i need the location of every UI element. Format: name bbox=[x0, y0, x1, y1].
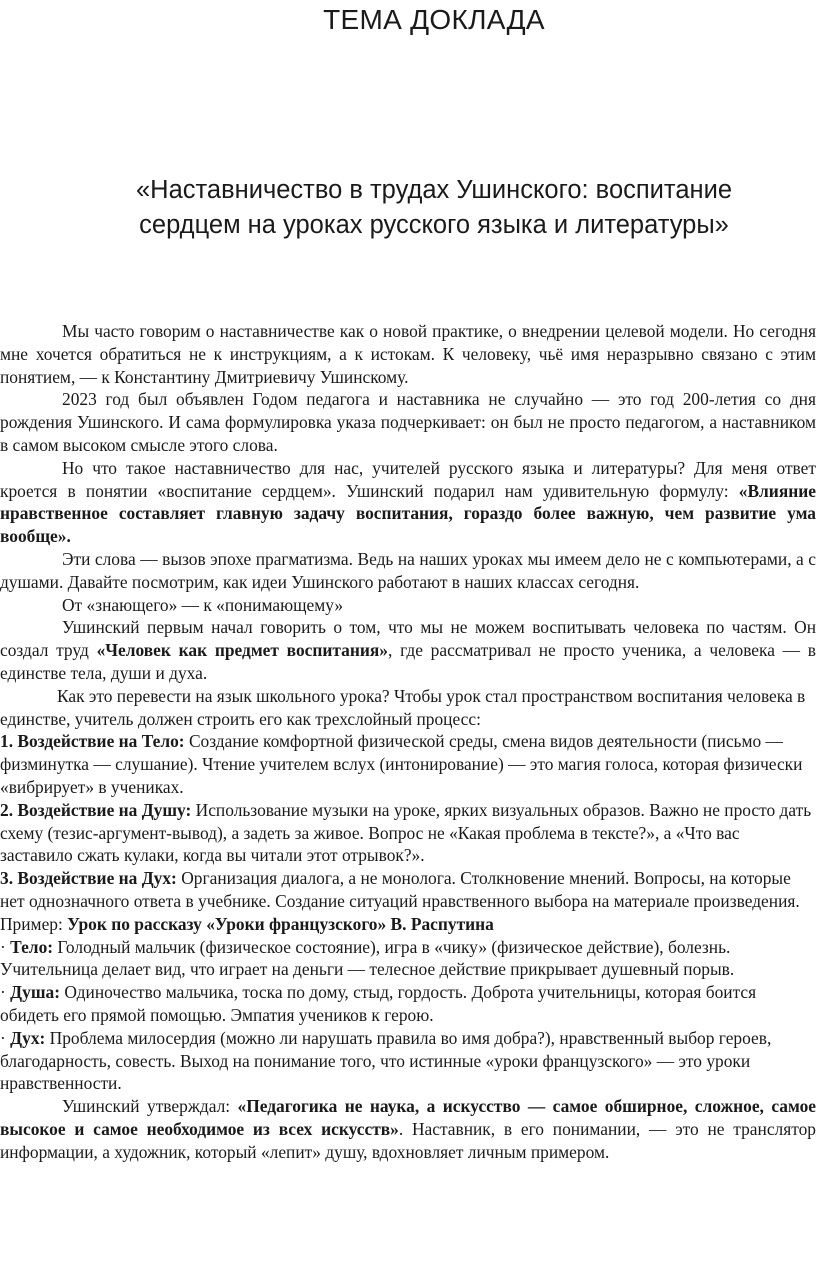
list-item-spirit bbox=[0, 867, 816, 913]
paragraph-intro: Мы часто говорим о наставничестве как о новой практике, о внедрении целевой модели. Но сегодня мне хочется обратиться не к инструкциям, а к истокам. К человеку, чьё имя неразрывно связано с этим понятием, — к Константину Дмитриевичу Ушинскому. bbox=[0, 321, 816, 387]
report-body bbox=[0, 320, 816, 1163]
list-item-soul-label: 2. Воздействие на Душу: bbox=[0, 799, 192, 820]
report-title-line-2: сердцем на уроках русского языка и литературы» bbox=[139, 211, 729, 239]
list-item-soul bbox=[0, 799, 816, 867]
bullet-dot-icon: · bbox=[0, 936, 6, 957]
formula-lead-text: Но что такое наставничество для нас, учителей русского языка и литературы? Для меня ответ кроется в понятии «воспитание сердцем». Ушинский подарил нам удивительную формулу: bbox=[0, 457, 816, 501]
bullet-dot-icon: · bbox=[0, 1027, 6, 1048]
paragraph-lesson-layers: Как это перевести на язык школьного урока? Чтобы урок стал пространством воспитания человека в единстве, учитель должен строить его как трехслойный процесс: bbox=[0, 685, 806, 729]
bullet-body-text: Голодный мальчик (физическое состояние), игра в «чику» (физическое действие), болезнь. Учительница делает вид, что играет на деньги — телесное действие прикрывает душевный порыв. bbox=[0, 936, 735, 980]
paragraph-whole-person bbox=[0, 616, 816, 684]
section-subheading: От «знающего» — к «понимающему» bbox=[62, 594, 344, 615]
bullet-soul-label: Душа: bbox=[10, 982, 60, 1003]
work-title: «Человек как предмет воспитания» bbox=[96, 640, 388, 661]
conclusion-text-b: . Наставник, в его понимании, — это не транслятор информации, а художник, который «лепит» душу, вдохновляет личным примером. bbox=[0, 1118, 816, 1162]
bullet-spirit bbox=[0, 1027, 816, 1095]
bullet-spirit-text: Проблема милосердия (можно ли нарушать правила во имя добра?), нравственный выбор героев, благодарность, совесть. Выход на понимание того, что истинные «уроки французского» — это уроки нравственности. bbox=[0, 1027, 772, 1094]
paragraph-conclusion bbox=[0, 1095, 816, 1163]
bullet-soul-text: Одиночество мальчика, тоска по дому, стыд, гордость. Доброта учительницы, которая боится обидеть его прямой помощью. Эмпатия учеников к герою. bbox=[0, 982, 757, 1025]
paragraph-challenge: Эти слова — вызов эпохе прагматизма. Ведь на наших уроках мы имеем дело не с компьютерами, а с душами. Давайте посмотрим, как идеи Ушинского работают в наших классах сегодня. bbox=[0, 548, 816, 592]
example-heading bbox=[0, 913, 816, 936]
list-item-body bbox=[0, 730, 816, 798]
bullet-body-label: Тело: bbox=[10, 936, 54, 957]
list-item-soul-text: Использование музыки на уроке, ярких визуальных образов. Важно не просто дать схему (тезис-аргумент-вывод), а задеть за живое. Вопрос не «Какая проблема в тексте?», а «Что вас заставило сжать кулаки, когда вы читали этот отрывок?». bbox=[0, 799, 812, 866]
topic-heading: ТЕМА ДОКЛАДА bbox=[323, 4, 545, 35]
list-item-spirit-text: Организация диалога, а не монолога. Столкновение мнений. Вопросы, на которые нет однозначного ответа в учебнике. Создание ситуаций нравственного выбора на материале произведения. bbox=[0, 868, 800, 911]
paragraph-year: 2023 год был объявлен Годом педагога и наставника не случайно — это год 200-летия со дня рождения Ушинского. И сама формулировка указа подчеркивает: он был не просто педагогом, а наставником в самом высоком смысле этого слова. bbox=[0, 389, 816, 455]
bullet-dot-icon: · bbox=[0, 982, 6, 1003]
whole-person-text-b: , где рассматривал не просто ученика, а человека — в единстве тела, души и духа. bbox=[0, 640, 816, 683]
list-item-body-text: Создание комфортной физической среды, смена видов деятельности (письмо — физминутка — слушание). Чтение учителем вслух (интонирование) — это магия голоса, которая физически «вибрирует» в учениках. bbox=[0, 731, 803, 797]
list-item-body-label: 1. Воздействие на Тело: bbox=[0, 731, 185, 752]
example-title: Урок по рассказу «Уроки французского» В. Распутина bbox=[67, 913, 494, 934]
paragraph-formula bbox=[0, 457, 816, 548]
report-title bbox=[0, 173, 816, 243]
conclusion-quote: «Педагогика не наука, а искусство — самое обширное, сложное, самое высокое и самое необходимое из всех искусств» bbox=[0, 1096, 816, 1139]
whole-person-text-a: Ушинский первым начал говорить о том, что мы не можем воспитывать человека по частям. Он создал труд bbox=[0, 617, 816, 661]
list-item-spirit-label: 3. Воздействие на Дух: bbox=[0, 868, 177, 889]
bullet-body bbox=[0, 936, 816, 982]
example-label: Пример: bbox=[0, 913, 68, 934]
report-title-line-1: «Наставничество в трудах Ушинского: воспитание bbox=[135, 176, 733, 204]
bullet-soul bbox=[0, 981, 816, 1027]
conclusion-text-a: Ушинский утверждал: bbox=[62, 1096, 238, 1117]
bullet-spirit-label: Дух: bbox=[10, 1027, 46, 1048]
formula-quote: «Влияние нравственное составляет главную задачу воспитания, гораздо более важную, чем развитие ума вообще». bbox=[0, 480, 816, 547]
